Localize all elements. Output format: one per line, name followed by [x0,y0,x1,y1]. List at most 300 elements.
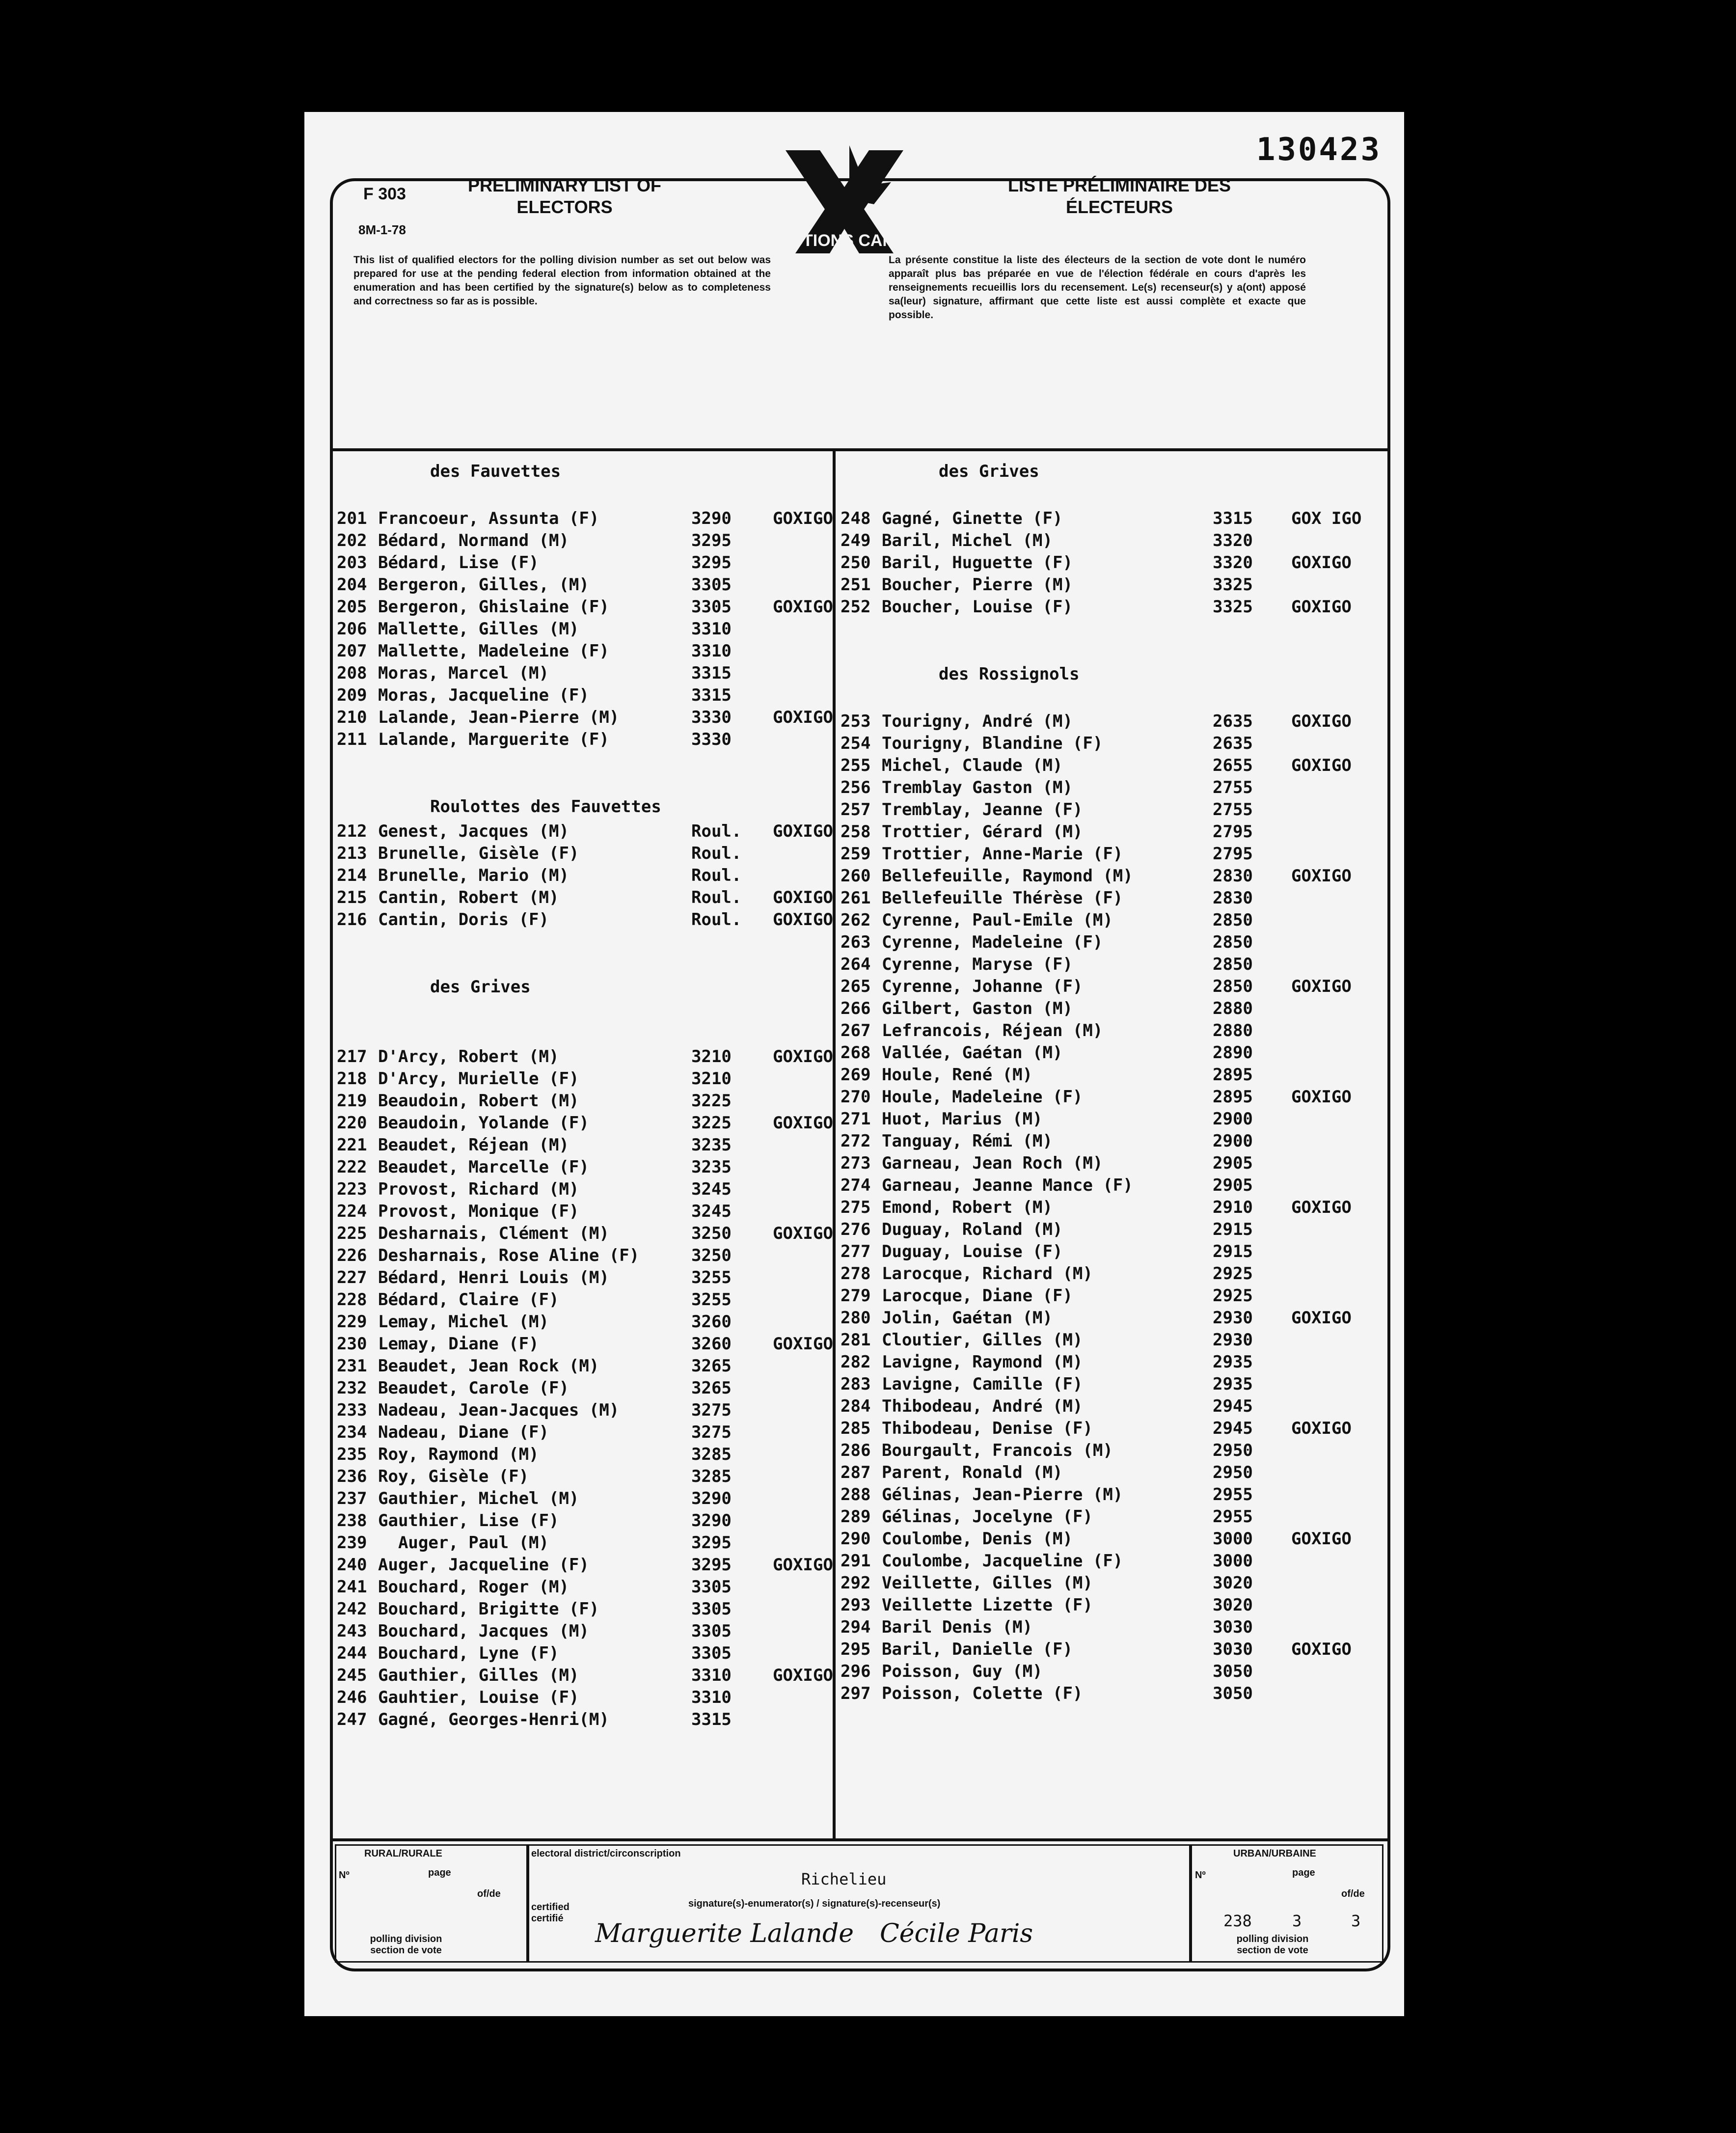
document-page [304,112,1404,2016]
urban-of-value: 3 [1351,1912,1361,1930]
elector-row [841,1153,1385,1176]
elector-number: 271 [841,1109,871,1129]
urban-page-value: 3 [1292,1912,1302,1930]
elector-address: 3210 [691,1069,732,1089]
elector-name: Bouchard, Brigitte (F) [378,1599,599,1619]
elector-address: 3210 [691,1047,732,1066]
elector-name: Duguay, Louise (F) [882,1242,1063,1261]
elector-name: Bergeron, Ghislaine (F) [378,597,609,617]
urban-of-label: of/de [1341,1888,1365,1899]
form-number: F 303 [363,185,406,203]
elector-address: 3305 [691,1599,732,1619]
elector-address: 3225 [691,1113,732,1133]
elector-address: Roul. [691,821,742,841]
elector-row [337,708,833,730]
title-english: PRELIMINARY LIST OF ELECTORS [467,175,661,217]
elector-row [337,1533,828,1555]
elector-name: Tanguay, Rémi (M) [882,1131,1053,1151]
elector-row [841,1131,1385,1153]
elector-row [337,1135,828,1157]
elector-name: Thibodeau, Denise (F) [882,1419,1093,1438]
elector-address: 2925 [1213,1264,1253,1284]
elector-address: 3030 [1213,1640,1253,1659]
elector-number: 226 [337,1246,367,1265]
elector-address: 2895 [1213,1065,1253,1085]
elector-row [337,1356,828,1378]
elector-name: Auger, Paul (M) [378,1533,549,1553]
elector-row [841,734,1385,756]
elector-name: Bédard, Henri Louis (M) [378,1268,609,1287]
elector-address: 2755 [1213,778,1253,797]
elector-name: Bellefeuille Thérèse (F) [882,888,1123,908]
elector-row [337,844,828,866]
elector-row [337,888,833,910]
elector-address: 2945 [1213,1396,1253,1416]
elector-occupation: GOXIGO [773,888,833,907]
elector-address: 3305 [691,1577,732,1597]
elector-name: Lemay, Michel (M) [378,1312,549,1332]
elector-address: 3290 [691,509,732,528]
urban-page-label: page [1292,1867,1315,1878]
elector-name: Duguay, Roland (M) [882,1220,1063,1239]
elector-row [841,1684,1385,1706]
elector-name: Beaudet, Marcelle (F) [378,1157,589,1177]
elector-name: Nadeau, Diane (F) [378,1422,549,1442]
elector-address: 3295 [691,553,732,573]
svg-text:ELECTIONS CANADA: ELECTIONS CANADA [758,231,931,250]
elector-row [841,1640,1385,1662]
elector-row [337,531,828,553]
elector-row [337,1378,828,1400]
elector-number: 220 [337,1113,367,1133]
elector-address: 3235 [691,1135,732,1155]
elector-name: Mallette, Gilles (M) [378,619,579,639]
elector-occupation: GOXIGO [773,1224,833,1243]
elector-address: 3310 [691,1688,732,1707]
elector-number: 235 [337,1445,367,1464]
elector-number: 211 [337,730,367,749]
elector-name: Cantin, Robert (M) [378,888,559,907]
elector-row [337,1422,828,1445]
elector-number: 239 [337,1533,367,1553]
elector-row [841,1396,1385,1419]
elector-number: 214 [337,866,367,885]
elector-name: Lefrancois, Réjean (M) [882,1021,1103,1040]
elector-name: Moras, Marcel (M) [378,663,549,683]
title-french: LISTE PRÉLIMINAIRE DES ÉLECTEURS [1007,175,1231,217]
elector-name: Houle, René (M) [882,1065,1033,1085]
elector-row [337,1268,828,1290]
elector-address: 2880 [1213,1021,1253,1040]
elector-row [337,730,828,752]
elector-name: Tourigny, André (M) [882,711,1073,731]
elector-name: Mallette, Madeleine (F) [378,641,609,661]
elector-row [841,800,1385,822]
elector-number: 286 [841,1441,871,1460]
elector-row [841,1043,1385,1065]
elector-name: Provost, Monique (F) [378,1202,579,1221]
elector-row [841,1109,1385,1131]
elector-address: 3305 [691,597,732,617]
elector-number: 217 [337,1047,367,1066]
elector-number: 231 [337,1356,367,1376]
elector-name: Cyrenne, Johanne (F) [882,977,1083,996]
elector-address: 2880 [1213,999,1253,1018]
elector-occupation: GOXIGO [1291,1198,1352,1217]
elector-number: 293 [841,1595,871,1615]
elector-name: Bouchard, Jacques (M) [378,1621,589,1641]
elector-row [841,1330,1385,1352]
signature-enumerator-1: Marguerite Lalande [595,1919,854,1948]
elector-number: 206 [337,619,367,639]
elector-name: D'Arcy, Robert (M) [378,1047,559,1066]
intro-english: This list of qualified electors for the polling division number as set out below was prepared for use at the pending federal election from information obtained at the enumeration and has been certified by the signature(s) below as to completeness and correctness so far as is possible. [353,254,771,307]
elector-number: 267 [841,1021,871,1040]
elector-number: 276 [841,1220,871,1239]
elector-address: 2635 [1213,734,1253,753]
elector-name: Tremblay Gaston (M) [882,778,1073,797]
elector-number: 251 [841,575,871,595]
elector-occupation: GOXIGO [773,1334,833,1354]
street-heading [337,977,828,1002]
elector-address: 3285 [691,1467,732,1486]
elector-name: Gauhtier, Louise (F) [378,1688,579,1707]
elector-number: 234 [337,1422,367,1442]
elector-row [841,1485,1385,1507]
elector-row [337,1179,828,1202]
elector-number: 291 [841,1551,871,1571]
elector-row [841,1087,1385,1109]
elector-number: 208 [337,663,367,683]
elector-number: 230 [337,1334,367,1354]
elector-number: 237 [337,1489,367,1508]
elector-row [337,1511,828,1533]
elector-name: Baril, Michel (M) [882,531,1053,550]
elector-number: 203 [337,553,367,573]
elector-name: Bergeron, Gilles, (M) [378,575,589,595]
elector-name: Boucher, Louise (F) [882,597,1073,617]
rural-no-label: Nº [339,1870,350,1881]
spacer [841,619,1385,642]
elector-row [841,1529,1385,1551]
elector-name: Roy, Gisèle (F) [378,1467,529,1486]
street-heading [841,664,1385,689]
elector-address: 3000 [1213,1551,1253,1571]
elector-number: 241 [337,1577,367,1597]
elector-number: 207 [337,641,367,661]
elector-number: 244 [337,1643,367,1663]
elector-name: Trottier, Anne-Marie (F) [882,844,1123,864]
elector-row [841,531,1385,553]
elector-number: 264 [841,955,871,974]
elector-number: 227 [337,1268,367,1287]
certified-label: certified certifié [531,1902,570,1924]
elector-name: Nadeau, Jean-Jacques (M) [378,1400,620,1420]
elector-occupation: GOXIGO [773,821,833,841]
elector-name: Boucher, Pierre (M) [882,575,1073,595]
spacer [337,486,828,509]
elector-name: Bédard, Normand (M) [378,531,569,550]
street-heading [337,797,828,821]
elector-name: Moras, Jacqueline (F) [378,685,589,705]
elector-address: 3245 [691,1179,732,1199]
elector-address: 2950 [1213,1463,1253,1482]
elector-row [841,778,1385,800]
elector-occupation: GOXIGO [773,1047,833,1066]
rural-of-label: of/de [477,1888,501,1899]
elector-address: 2900 [1213,1109,1253,1129]
elector-number: 243 [337,1621,367,1641]
elector-name: Cyrenne, Madeleine (F) [882,932,1103,952]
elector-name: Beaudoin, Robert (M) [378,1091,579,1111]
elector-name: Emond, Robert (M) [882,1198,1053,1217]
elector-row [841,866,1385,888]
elector-row [337,1290,828,1312]
elector-number: 204 [337,575,367,595]
elector-number: 219 [337,1091,367,1111]
elector-number: 209 [337,685,367,705]
elector-address: 3310 [691,619,732,639]
elector-name: Larocque, Richard (M) [882,1264,1093,1284]
elector-row [841,932,1385,955]
elector-number: 247 [337,1710,367,1729]
elector-address: Roul. [691,888,742,907]
elector-row [337,597,833,619]
elector-number: 240 [337,1555,367,1575]
elector-name: Baril Denis (M) [882,1617,1033,1637]
elector-number: 288 [841,1485,871,1504]
spacer [841,642,1385,664]
elector-row [841,955,1385,977]
elector-number: 280 [841,1308,871,1328]
elector-address: 3290 [691,1489,732,1508]
elector-name: Desharnais, Clément (M) [378,1224,609,1243]
street-name: des Rossignols [939,664,1080,684]
elector-name: Brunelle, Mario (M) [378,866,569,885]
elector-row [841,1308,1385,1330]
elector-name: Genest, Jacques (M) [378,821,569,841]
elector-name: Michel, Claude (M) [882,756,1063,775]
elector-address: 3305 [691,575,732,595]
elector-address: 3265 [691,1356,732,1376]
elector-occupation: GOXIGO [1291,756,1352,775]
elector-row [337,821,833,844]
elector-row [337,1555,833,1577]
elector-number: 266 [841,999,871,1018]
intro-french: La présente constitue la liste des électeurs de la section de vote dont le numéro apparaît plus bas préparée en vue de l'élection fédérale en cours d'après les renseignements recueillis lors du recensement. Le(s) recenseur(s) y a(ont) apposé sa(leur) signature, affirmant que cette liste est aussi complète et exacte que possible. [889,254,1306,321]
street-name: des Grives [939,462,1039,481]
elector-number: 232 [337,1378,367,1398]
elector-name: Vallée, Gaétan (M) [882,1043,1063,1063]
elector-name: Lemay, Diane (F) [378,1334,539,1354]
elector-number: 275 [841,1198,871,1217]
elector-row [841,1352,1385,1374]
signatures-label: signature(s)-enumerator(s) / signature(s)-recenseur(s) [688,1898,941,1909]
elector-address: 3000 [1213,1529,1253,1549]
elector-address: 3255 [691,1290,732,1310]
elector-number: 218 [337,1069,367,1089]
elector-row [841,977,1385,999]
elector-row [841,1242,1385,1264]
elector-name: Bourgault, Francois (M) [882,1441,1113,1460]
elector-address: 2850 [1213,955,1253,974]
elector-row [337,1599,828,1621]
elector-row [841,575,1385,597]
elector-name: Trottier, Gérard (M) [882,822,1083,842]
elector-row [337,1688,828,1710]
elector-number: 205 [337,597,367,617]
elector-row [337,641,828,663]
elector-row [841,1374,1385,1396]
elector-number: 236 [337,1467,367,1486]
elector-number: 259 [841,844,871,864]
elector-row [337,553,828,575]
district-value: Richelieu [801,1870,887,1888]
elector-occupation: GOXIGO [773,1113,833,1133]
elector-number: 250 [841,553,871,573]
elector-name: Provost, Richard (M) [378,1179,579,1199]
elector-number: 255 [841,756,871,775]
elector-number: 296 [841,1662,871,1681]
rural-label: RURAL/RURALE [364,1848,442,1859]
elector-name: Gagné, Georges-Henri(M) [378,1710,609,1729]
elector-occupation: GOXIGO [1291,866,1352,886]
elector-name: Bédard, Claire (F) [378,1290,559,1310]
elector-number: 281 [841,1330,871,1350]
elector-address: 2930 [1213,1330,1253,1350]
urban-label: URBAN/URBAINE [1233,1848,1316,1859]
elector-number: 287 [841,1463,871,1482]
elector-number: 274 [841,1176,871,1195]
elector-number: 297 [841,1684,871,1703]
elector-occupation: GOXIGO [773,1666,833,1685]
elector-row [337,1069,828,1091]
elector-address: 3305 [691,1643,732,1663]
elector-number: 213 [337,844,367,863]
elector-name: Beaudet, Carole (F) [378,1378,569,1398]
elector-number: 261 [841,888,871,908]
elector-number: 245 [337,1666,367,1685]
elector-address: 3320 [1213,531,1253,550]
elector-name: Lalande, Marguerite (F) [378,730,609,749]
elector-row [841,844,1385,866]
elector-address: 3285 [691,1445,732,1464]
elector-address: 2935 [1213,1374,1253,1394]
elector-address: 2905 [1213,1176,1253,1195]
elector-address: 3315 [691,685,732,705]
elector-row [841,1463,1385,1485]
elector-address: 2900 [1213,1131,1253,1151]
elector-row [337,866,828,888]
elector-row [841,1573,1385,1595]
elector-address: 3020 [1213,1595,1253,1615]
elector-occupation: GOXIGO [773,1555,833,1575]
elector-address: 2955 [1213,1507,1253,1527]
elector-row [841,1220,1385,1242]
spacer [337,1002,828,1024]
elector-number: 256 [841,778,871,797]
elector-number: 246 [337,1688,367,1707]
elector-number: 283 [841,1374,871,1394]
elector-occupation: GOXIGO [1291,597,1352,617]
elector-row [337,910,833,932]
elector-row [337,1400,828,1422]
elector-number: 238 [337,1511,367,1531]
elector-name: Cyrenne, Maryse (F) [882,955,1073,974]
spacer [337,955,828,977]
elector-address: 2655 [1213,756,1253,775]
elector-row [337,1202,828,1224]
elector-name: Lavigne, Camille (F) [882,1374,1083,1394]
elector-number: 225 [337,1224,367,1243]
elector-row [337,509,833,531]
elector-name: Gauthier, Gilles (M) [378,1666,579,1685]
elector-row [841,1419,1385,1441]
spacer [841,486,1385,509]
elector-row [841,888,1385,910]
elector-name: Bouchard, Lyne (F) [378,1643,559,1663]
elector-name: Thibodeau, André (M) [882,1396,1083,1416]
elector-name: Poisson, Colette (F) [882,1684,1083,1703]
elector-name: Veillette Lizette (F) [882,1595,1093,1615]
elector-address: Roul. [691,844,742,863]
elector-address: Roul. [691,866,742,885]
elector-row [337,1666,833,1688]
elector-number: 289 [841,1507,871,1527]
elector-row [337,1577,828,1599]
elector-number: 249 [841,531,871,550]
street-name: des Fauvettes [430,462,561,481]
elector-name: Tourigny, Blandine (F) [882,734,1103,753]
elector-name: Poisson, Guy (M) [882,1662,1043,1681]
elector-row [337,619,828,641]
elector-name: Bellefeuille, Raymond (M) [882,866,1133,886]
elector-number: 233 [337,1400,367,1420]
elector-address: 2795 [1213,844,1253,864]
elector-name: Gélinas, Jocelyne (F) [882,1507,1093,1527]
signature-enumerator-2: Cécile Paris [880,1919,1033,1948]
elector-name: Cyrenne, Paul-Emile (M) [882,910,1113,930]
street-name: des Grives [430,977,531,997]
elector-row [841,1507,1385,1529]
elector-name: Beaudet, Réjean (M) [378,1135,569,1155]
elector-number: 248 [841,509,871,528]
elector-occupation: GOXIGO [1291,1529,1352,1549]
elector-address: 3295 [691,1533,732,1553]
elector-address: 2795 [1213,822,1253,842]
elector-occupation: GOXIGO [1291,977,1352,996]
elector-address: 3255 [691,1268,732,1287]
elector-row [841,711,1385,734]
elector-name: Gauthier, Michel (M) [378,1489,579,1508]
district-label: electoral district/circonscription [531,1848,681,1859]
street-heading [337,462,828,486]
elector-number: 252 [841,597,871,617]
elector-address: 3275 [691,1400,732,1420]
street-name: Roulottes des Fauvettes [430,797,661,817]
elector-address: 3290 [691,1511,732,1531]
elector-name: Baril, Danielle (F) [882,1640,1073,1659]
elector-address: 3260 [691,1312,732,1332]
elector-row [337,685,828,708]
elector-row [841,910,1385,932]
elector-row [841,1286,1385,1308]
elector-address: 2950 [1213,1441,1253,1460]
elector-number: 215 [337,888,367,907]
elector-row [841,1617,1385,1640]
elector-row [337,1047,833,1069]
elector-number: 242 [337,1599,367,1619]
